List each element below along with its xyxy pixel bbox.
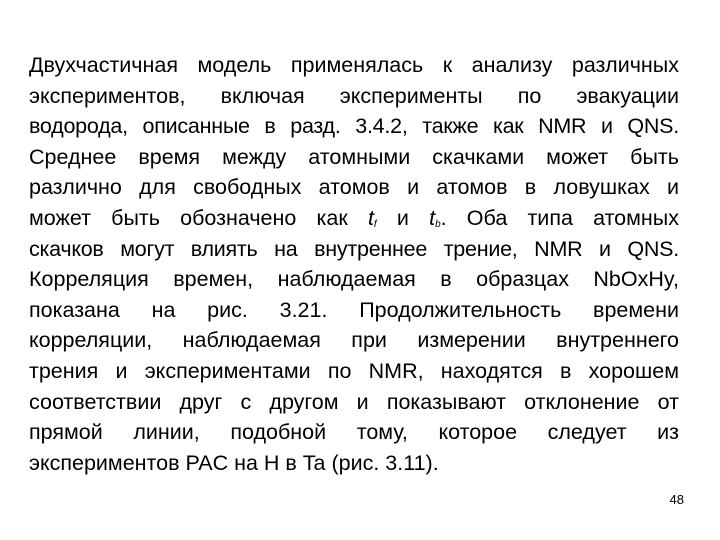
tau-f-symbol: [368, 206, 377, 230]
text-line-14: экспериментов PAC на H в Ta (рис. 3.11).: [29, 450, 439, 475]
tau-letter: t: [367, 205, 374, 230]
text-line-5: различно для свободных атомов и атомов в ловушках и: [29, 175, 679, 200]
subscript-f: f: [373, 218, 377, 230]
text-line-6: [29, 203, 679, 234]
conjunction: и: [396, 205, 409, 230]
text-line-10: корреляции, наблюдаемая при измерении внутреннего: [29, 328, 679, 353]
text-fragment: может быть обозначено как: [29, 205, 348, 230]
text-line-2: экспериментов, включая эксперименты по эвакуации: [29, 83, 679, 108]
tau-letter: t: [429, 205, 436, 230]
text-line-4: Среднее время между атомными скачками может быть: [29, 144, 679, 169]
page-number: 48: [669, 492, 684, 507]
text-line-13: прямой линии, подобной тому, которое следует из: [29, 420, 679, 445]
tau-b-symbol: [429, 206, 441, 230]
text-line-9: показана на рис. 3.21. Продолжительность времени: [29, 297, 679, 322]
body-paragraph: [29, 50, 679, 478]
text-fragment: . Оба типа атомных: [440, 205, 680, 230]
text-line-12: соответствии друг с другом и показывают отклонение от: [29, 389, 679, 414]
subscript-b: b: [435, 218, 441, 230]
text-line-8: Корреляция времен, наблюдаемая в образцах NbOxHy,: [29, 267, 679, 292]
text-line-3: водорода, описанные в разд. 3.4.2, также как NMR и QNS.: [29, 114, 679, 139]
text-line-1: Двухчастичная модель применялась к анализу различных: [29, 53, 679, 77]
text-line-11: трения и экспериментами по NMR, находятся в хорошем: [29, 358, 679, 383]
text-line-7: скачков могут влиять на внутреннее трение, NMR и QNS.: [29, 236, 679, 261]
